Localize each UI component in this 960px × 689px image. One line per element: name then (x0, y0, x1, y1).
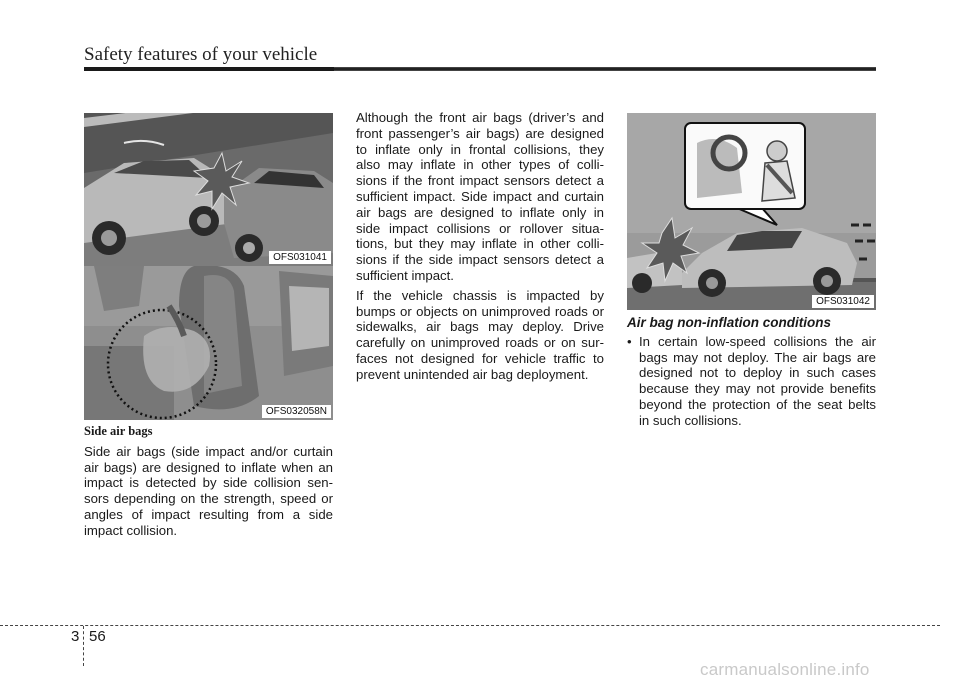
collision-inset-illustration (627, 113, 876, 310)
page-number: 56 (89, 628, 106, 645)
front-airbags-paragraph: Although the front air bags (driver’s and front passenger’s air bags) are designed to inflate only in frontal collisions, they also may inflate in other types of colli-sions if the front impact sensors detect a sufficient impact. Side impact and curtain air bags are designed to inflate only in side impact collisions or rollover situa-tions, but they may inflate in other colli-sions if the side impact sensors detect a sufficient impact. (356, 110, 604, 283)
figure-side-collision (84, 113, 333, 266)
figure-code: OFS032058N (262, 405, 331, 418)
page-header-title: Safety features of your vehicle (84, 44, 318, 65)
left-column (84, 424, 333, 543)
figure-frontal-collision (627, 113, 876, 310)
side-airbags-heading: Side air bags (84, 424, 153, 438)
unimproved-roads-paragraph: If the vehicle chassis is impacted by bumps or objects on unimproved roads or sidewalks, air bags may deploy. Drive carefully on unimproved roads or on sur-faces not designed for vehicle traffic to prevent unintended air bag deployment. (356, 287, 604, 382)
watermark: carmanualsonline.info (700, 660, 870, 679)
seat-airbag-illustration (84, 266, 333, 420)
side-collision-illustration (84, 113, 333, 266)
section-number: 3 (71, 628, 80, 645)
figure-side-airbag-seat (84, 266, 333, 420)
figure-code: OFS031041 (269, 251, 331, 264)
header-rule (84, 67, 876, 71)
bullet-text: In certain low-speed collisions the air bags may not deploy. The air bags are designed not to deploy in such cases because they may not provide benefits beyond the protection of the seat belts in such collisions. (639, 333, 876, 428)
middle-column (356, 110, 604, 387)
bullet-dot: • (627, 333, 632, 349)
footer-rule (0, 625, 940, 626)
non-inflation-heading: Air bag non-inflation conditions (627, 315, 831, 330)
non-inflation-bullet (627, 334, 876, 429)
side-airbags-paragraph: Side air bags (side impact and/or curtain air bags) are designed to inflate when an impact is detected by side collision sen-sors depending on the strength, speed or angles of impact resulting from a side impact collision. (84, 443, 333, 538)
figure-code: OFS031042 (812, 295, 874, 308)
footer-divider (83, 626, 84, 666)
right-column (627, 315, 876, 429)
